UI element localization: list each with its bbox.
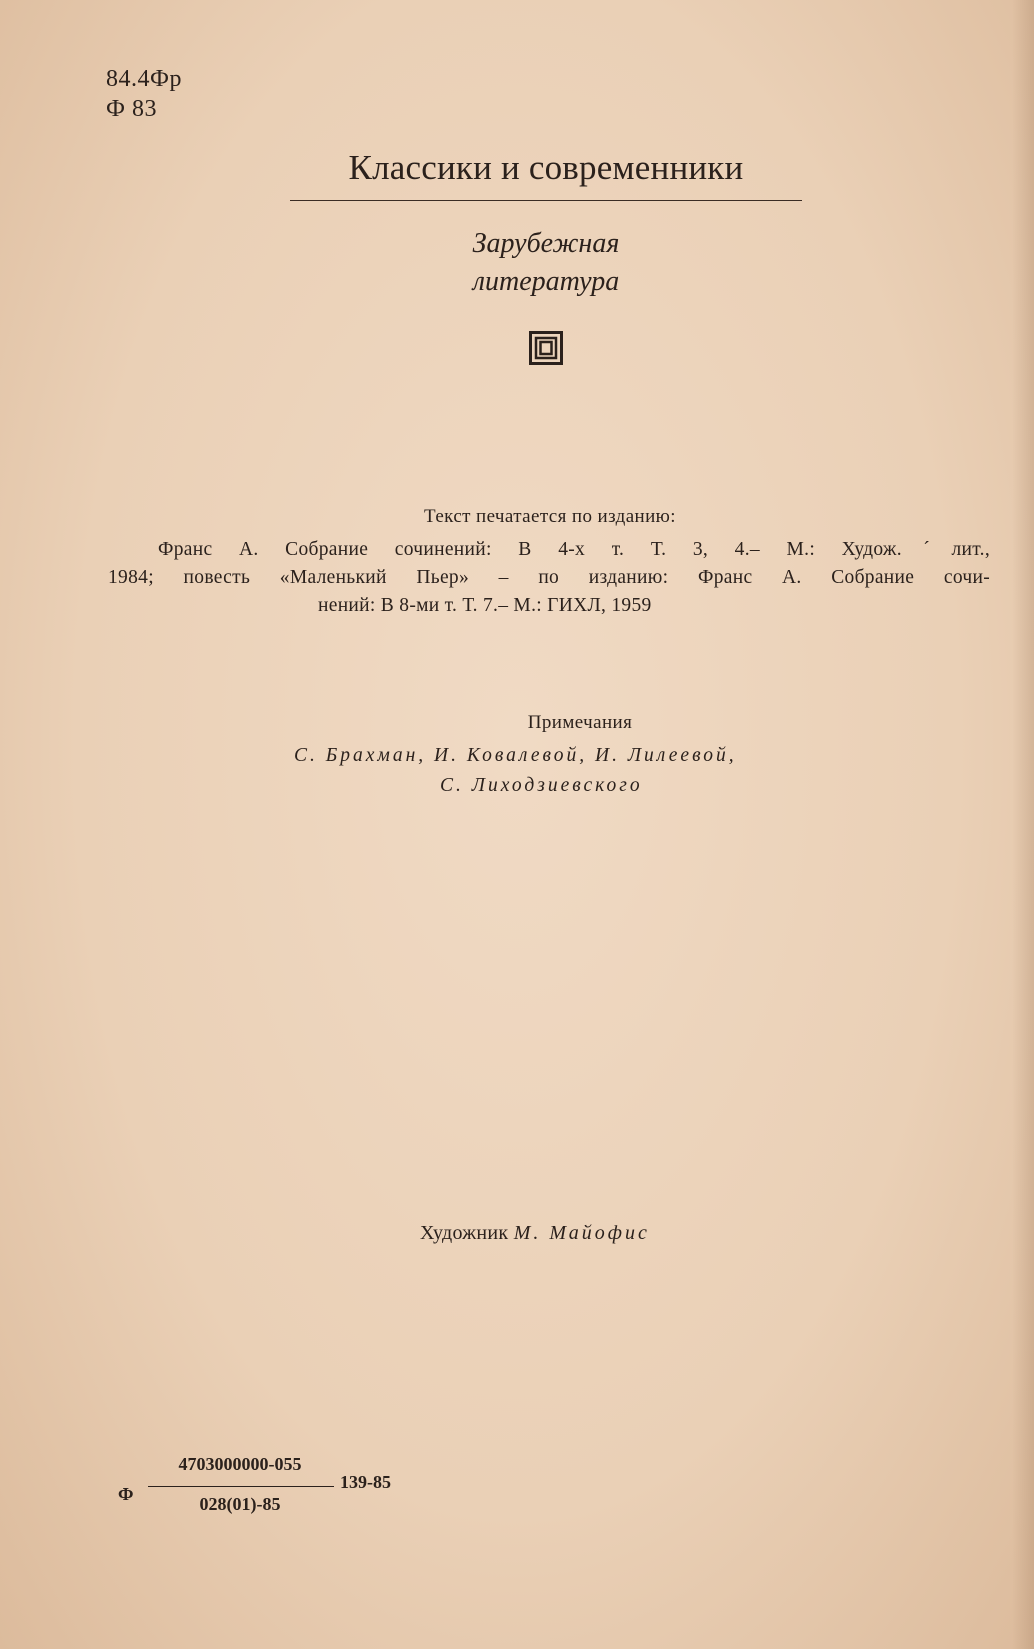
source-text-line-3: нений: В 8-ми т. Т. 7.– М.: ГИХЛ, 1959 [318, 595, 652, 616]
notes-authors-line-1: С. Брахман, И. Ковалевой, И. Лилеевой, [294, 745, 737, 766]
series-divider [290, 200, 802, 201]
notes-authors-line-2: С. Лиходзиевского [440, 775, 643, 796]
classification-code-line-1: 84.4Фр [106, 66, 182, 92]
imprint-right-code: 139-85 [340, 1472, 391, 1492]
series-title: Классики и современники [348, 148, 744, 187]
source-text-line-2: 1984; повесть «Маленький Пьер» – по изданию: Франс А. Собрание сочи- [108, 567, 990, 588]
notes-heading: Примечания [527, 712, 633, 733]
imprint-code [118, 1454, 418, 1544]
imprint-denominator: 028(01)-85 [199, 1494, 281, 1514]
source-text-line-1: Франс А. Собрание сочинений: В 4-х т. Т. 3, 4.– М.: Худож.ˊлит., [158, 539, 990, 560]
series-subtitle-line-1: Зарубежная [472, 228, 620, 259]
artist-credit [420, 1222, 650, 1245]
series-subtitle-line-2: литература [472, 266, 620, 297]
imprint-fraction-line [148, 1486, 334, 1487]
classification-code-line-2: Ф 83 [106, 96, 157, 122]
imprint-letter: Ф [118, 1484, 134, 1504]
imprint-numerator: 4703000000-055 [178, 1454, 302, 1474]
artist-label: Художник [420, 1222, 509, 1244]
source-heading: Текст печатается по изданию: [424, 506, 676, 527]
artist-name: М. Майофис [513, 1222, 650, 1244]
square-emblem-icon [529, 331, 563, 365]
